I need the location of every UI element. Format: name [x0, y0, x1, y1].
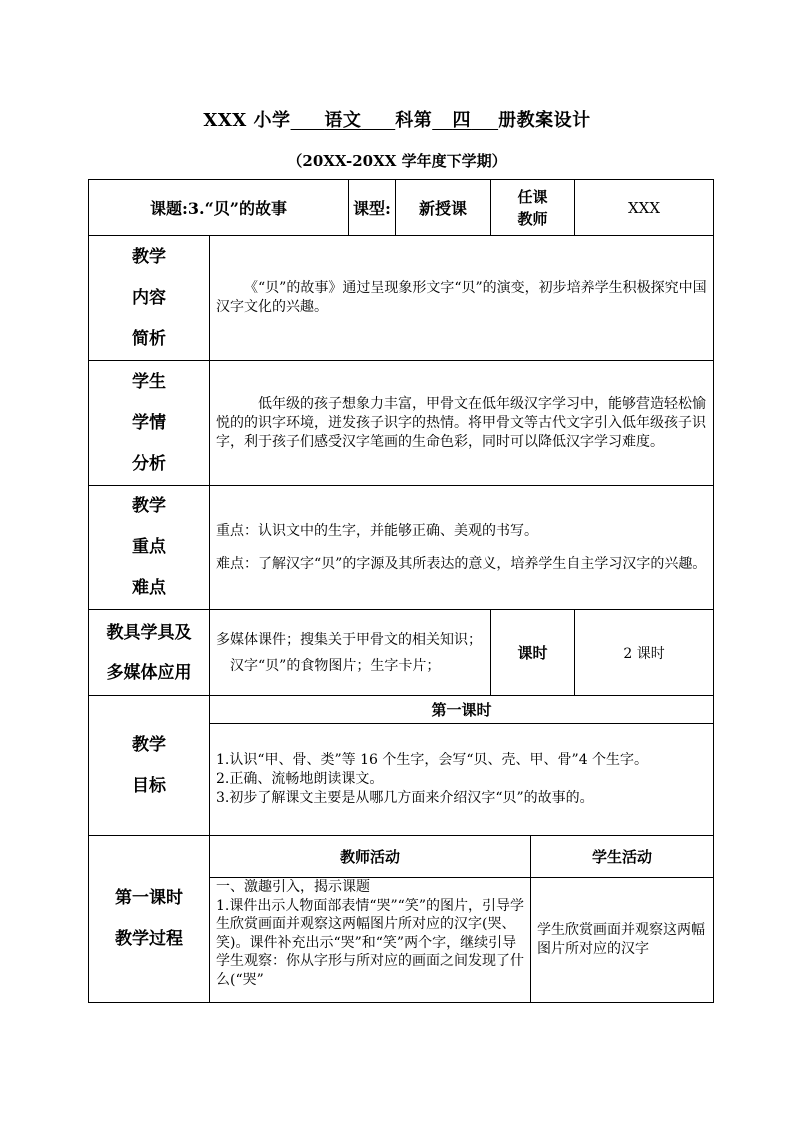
- goals-label: 教学 目标: [89, 696, 210, 836]
- student-activity-header: 学生活动: [531, 836, 714, 878]
- goal-item: 2.正确、流畅地朗读课文。: [216, 771, 384, 787]
- teacher-activity-heading: 一、激趣引入，揭示课题: [216, 879, 370, 895]
- keypoints-text-cell: [210, 486, 714, 610]
- row-keypoints: [89, 486, 714, 610]
- hours-label: 课时: [491, 610, 575, 696]
- lesson-plan-table: [88, 179, 714, 1003]
- teacher-value: XXX: [575, 180, 714, 236]
- content-text: 《“贝”的故事》通过呈现象形文字“贝”的演变，初步培养学生积极探究中国汉字文化的兴趣。: [216, 280, 707, 315]
- teacher-activity-cell: [210, 878, 531, 1003]
- title-volume-blank: [432, 110, 498, 131]
- hours-value: 2 课时: [575, 610, 714, 696]
- content-text-cell: [210, 236, 714, 361]
- teacher-activity-header: 教师活动: [210, 836, 531, 878]
- tools-line-1: 多媒体课件；搜集关于甲骨文的相关知识；: [216, 631, 482, 648]
- students-text-cell: [210, 361, 714, 486]
- topic-cell: 课题:3.“贝”的故事: [89, 180, 349, 236]
- tools-label: 教具学具及 多媒体应用: [89, 610, 210, 696]
- page-subtitle: （20XX-20XX 学年度下学期）: [287, 152, 507, 170]
- keypoints-label: 教学 重点 难点: [89, 486, 210, 610]
- goals-period: 第一课时: [210, 696, 714, 724]
- page-title: [0, 106, 794, 132]
- title-end: 册教案设计: [498, 110, 591, 131]
- row-tools: [89, 610, 714, 696]
- row-process-header: [89, 836, 714, 878]
- goal-item: 1.认识“甲、骨、类”等 16 个生字，会写“贝、壳、甲、骨”4 个生字。: [216, 752, 649, 768]
- title-school: XXX 小学: [203, 110, 291, 131]
- title-volume: 四: [452, 110, 472, 131]
- difficulty-text: 难点：了解汉字“贝”的字源及其所表达的意义，培养学生自主学习汉字的兴趣。: [216, 555, 707, 572]
- key-text: 重点：认识文中的生字，并能够正确、美观的书写。: [216, 522, 538, 539]
- students-text: 低年级的孩子想象力丰富，甲骨文在低年级汉字学习中，能够营造轻松愉悦的的识字环境，迸发孩子识字的热情。将甲骨文等古代文字引入低年级孩子识字，利于孩子们感受汉字笔画的生命色彩，同时可以降低汉字学习难度。: [216, 395, 706, 450]
- row-content: [89, 236, 714, 361]
- tools-line-2: 汉字“贝”的食物图片；生字卡片；: [230, 657, 441, 674]
- title-subject-blank: [291, 110, 396, 131]
- row-topic: [89, 180, 714, 236]
- student-activity-cell: [531, 878, 714, 1003]
- type-value: 新授课: [396, 180, 491, 236]
- title-subject: 语文: [324, 110, 362, 131]
- student-activity-text: 学生欣赏画面并观察这两幅图片所对应的汉字: [537, 922, 705, 957]
- process-label: 第一课时 教学过程: [89, 836, 210, 1003]
- goal-item: 3.初步了解课文主要是从哪几方面来介绍汉字“贝”的故事的。: [216, 790, 594, 806]
- goals-text-cell: [210, 724, 714, 836]
- row-students: [89, 361, 714, 486]
- row-goals-period: [89, 696, 714, 724]
- students-label: 学生 学情 分析: [89, 361, 210, 486]
- teacher-label: 任课 教师: [491, 180, 575, 236]
- title-mid: 科第: [395, 110, 433, 131]
- tools-text-cell: [210, 610, 491, 696]
- type-label: 课型:: [349, 180, 396, 236]
- content-label: 教学 内容 简析: [89, 236, 210, 361]
- teacher-activity-text: 1.课件出示人物面部表情“哭”“笑”的图片，引导学生欣赏画面并观察这两幅图片所对应的汉字(哭、笑)。课件补充出示“哭”和“笑”两个字，继续引导学生观察：你从字形与所对应的画面之间发现了什么(“哭”: [216, 897, 524, 988]
